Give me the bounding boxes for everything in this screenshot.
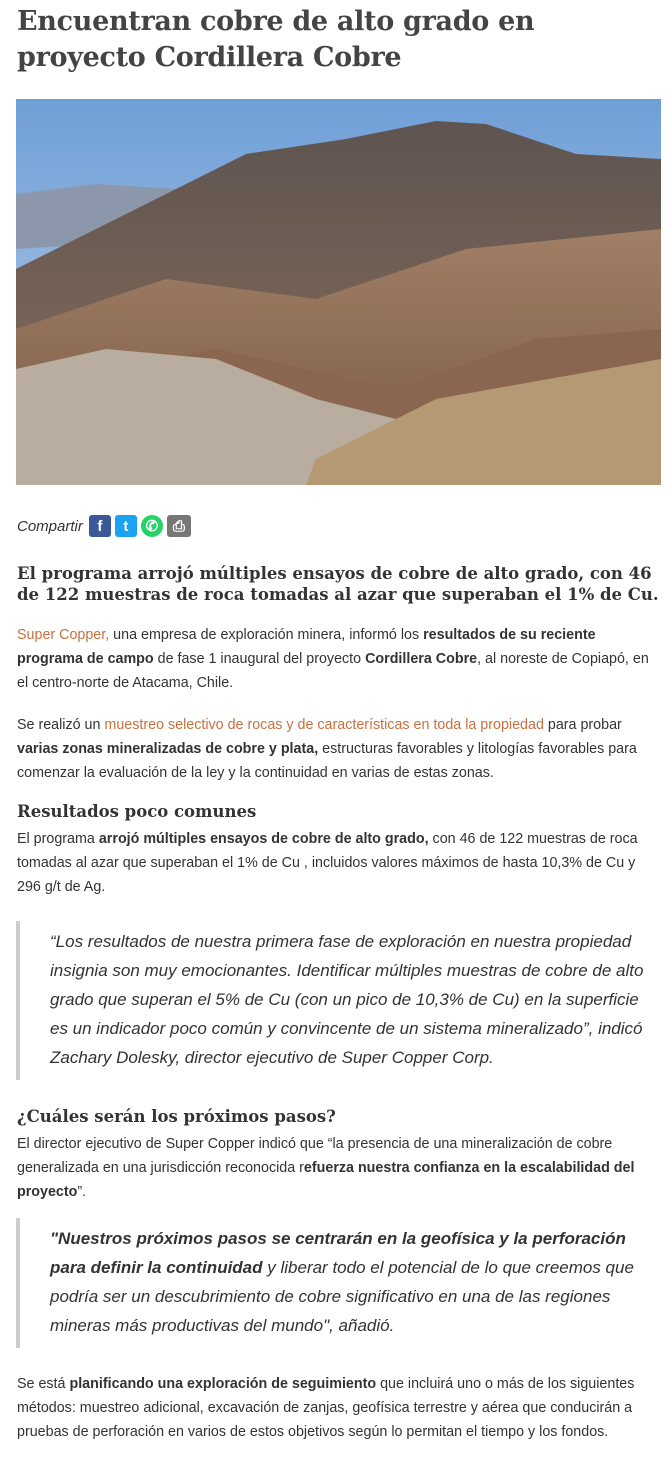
quote-next-steps	[16, 1218, 660, 1348]
sampling-link[interactable]: muestreo selectivo de rocas y de características en toda la propiedad	[104, 717, 544, 733]
facebook-icon[interactable]: f	[89, 515, 111, 537]
text: , al noreste de Copiapó, en el centro-norte de Atacama, Chile.	[17, 651, 649, 691]
twitter-icon[interactable]: t	[115, 515, 137, 537]
text-bold: arrojó múltiples ensayos de cobre de alto grado,	[98, 831, 429, 847]
text: con 46 de 122 muestras de roca tomadas al azar que superaban el 1% de Cu , incluidos valores máximos de hasta 10,3% de Cu y 296 g/t de Ag.	[17, 831, 638, 895]
paragraph-results	[17, 827, 660, 899]
heading-next-steps: ¿Cuáles serán los próximos pasos?	[17, 1107, 336, 1126]
text: Se realizó un	[17, 717, 105, 733]
article-lead: El programa arrojó múltiples ensayos de cobre de alto grado, con 46 de 122 muestras de roca tomadas al azar que superaban el 1% de Cu.	[17, 564, 659, 604]
text: ”.	[77, 1184, 87, 1200]
paragraph-intro	[17, 623, 660, 695]
text-bold: planificando una exploración de seguimiento	[69, 1376, 377, 1392]
text: y liberar todo el potencial de lo que creemos que podría ser un descubrimiento de cobre significativo en una de las regiones mineras más productivas del mundo", añadió.	[50, 1258, 634, 1335]
article-title: Encuentran cobre de alto grado en proyecto Cordillera Cobre	[17, 6, 535, 73]
text: que incluirá uno o más de los siguientes métodos: muestreo adicional, excavación de zanjas, geofísica terrestre y aérea que conducirán a pruebas de perforación en varios de estos objetivos según lo permitan el tiempo y los fondos.	[17, 1376, 635, 1440]
paragraph-sampling	[17, 713, 660, 785]
share-bar	[17, 513, 660, 539]
text-bold: varias zonas mineralizadas de cobre y plata,	[17, 741, 319, 757]
text-bold: Cordillera Cobre	[365, 651, 478, 667]
text-bold: "Nuestros próximos pasos se centrarán en la geofísica y la perforación para definir la continuidad	[50, 1229, 626, 1277]
text: de fase 1 inaugural del proyecto	[153, 651, 366, 667]
text: una empresa de exploración minera, informó los	[109, 627, 424, 643]
text: para probar	[543, 717, 622, 733]
paragraph-next-steps	[17, 1132, 660, 1204]
text-bold: efuerza nuestra confianza en la escalabilidad del proyecto	[17, 1160, 635, 1200]
text-bold: resultados de su reciente programa de campo	[17, 627, 596, 667]
share-label: Compartir	[17, 517, 83, 535]
whatsapp-icon[interactable]: ✆	[141, 515, 163, 537]
text: estructuras favorables y litologías favorables para comenzar la evaluación de la ley y la continuidad en varias de estas zonas.	[17, 741, 637, 781]
heading-results: Resultados poco comunes	[17, 802, 257, 821]
print-icon[interactable]: ⎙	[167, 515, 191, 537]
text: Se está	[17, 1376, 70, 1392]
article	[0, 4, 672, 1444]
hero-image-mountains	[16, 99, 661, 485]
quote-ceo: “Los resultados de nuestra primera fase de exploración en nuestra propiedad insignia son muy emocionantes. Identificar múltiples muestras de cobre de alto grado que superan el 5% de Cu (con un pico de 10,3% de Cu) en la superficie es un indicador poco común y convincente de un sistema mineralizado”, indicó Zachary Dolesky, director ejecutivo de Super Copper Corp.	[16, 921, 660, 1080]
super-copper-link[interactable]: Super Copper,	[17, 627, 110, 643]
text: El programa	[17, 831, 99, 847]
paragraph-follow-up	[17, 1372, 660, 1444]
text: El director ejecutivo de Super Copper indicó que “la presencia de una mineralización de cobre generalizada en una jurisdicción reconocida r	[17, 1136, 613, 1176]
